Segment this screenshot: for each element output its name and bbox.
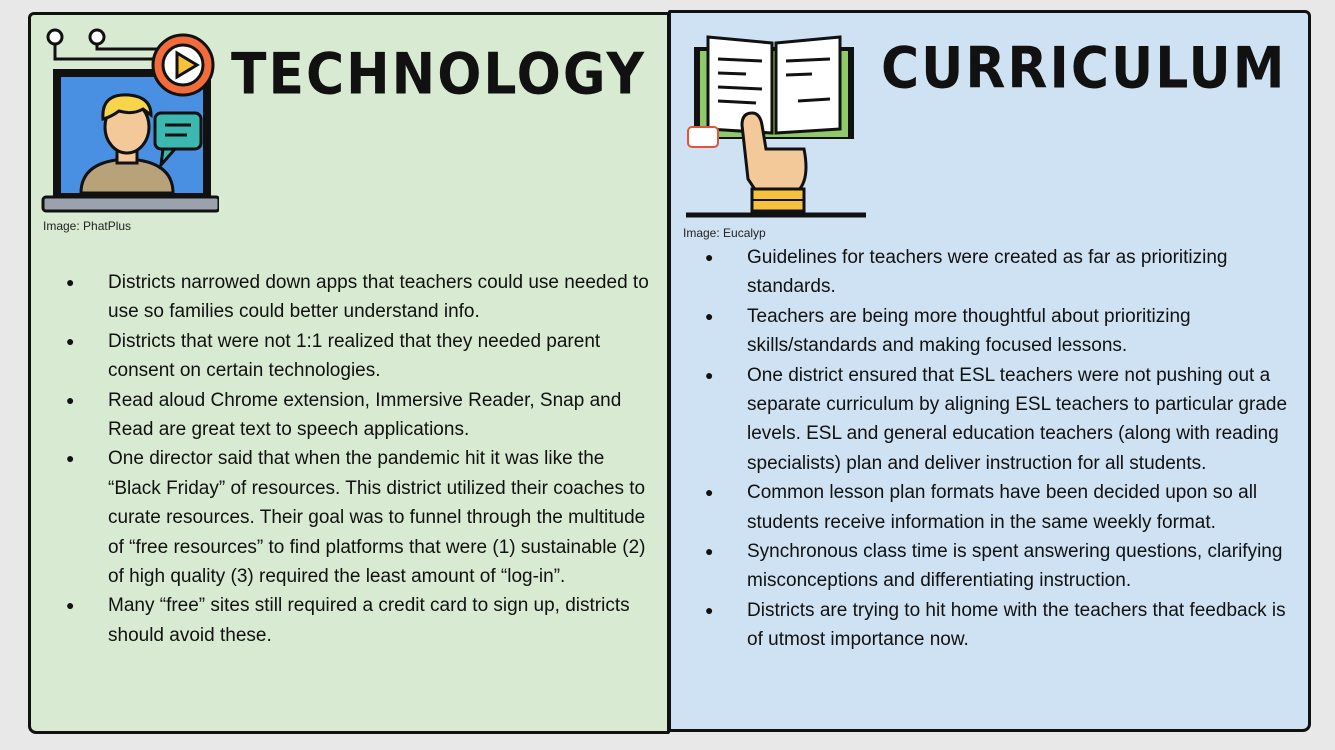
list-item: ● Read aloud Chrome extension, Immersive Reader, Snap and Read are great text to speech applications. (66, 386, 656, 445)
curriculum-title: CURRICULUM (881, 36, 1287, 102)
curriculum-bullet-list (705, 243, 1295, 655)
laptop-video-call-icon (39, 23, 219, 223)
list-item: ● Many “free” sites still required a credit card to sign up, districts should avoid these. (66, 591, 656, 650)
curriculum-panel (668, 10, 1311, 732)
list-item: ● Guidelines for teachers were created as far as prioritizing standards. (705, 243, 1295, 302)
list-item: ● One district ensured that ESL teachers were not pushing out a separate curriculum by aligning ESL teachers to particular grade levels. ESL and general education teachers (along with reading specialists) plan and deliver instruction for all students. (705, 361, 1295, 479)
hand-holding-book-icon (686, 29, 866, 219)
list-item: ● Common lesson plan formats have been decided upon so all students receive information in the same weekly format. (705, 478, 1295, 537)
technology-bullet-list (66, 268, 656, 650)
curriculum-image-credit: Image: Eucalyp (683, 226, 766, 240)
technology-panel (28, 12, 670, 734)
list-item: ● Districts that were not 1:1 realized that they needed parent consent on certain technologies. (66, 327, 656, 386)
list-item: ● Districts narrowed down apps that teachers could use needed to use so families could better understand info. (66, 268, 656, 327)
list-item: ● Districts are trying to hit home with the teachers that feedback is of utmost importance now. (705, 596, 1295, 655)
list-item: ● Synchronous class time is spent answering questions, clarifying misconceptions and differentiating instruction. (705, 537, 1295, 596)
list-item: ● Teachers are being more thoughtful about prioritizing skills/standards and making focused lessons. (705, 302, 1295, 361)
technology-title: TECHNOLOGY (231, 42, 647, 108)
technology-image-credit: Image: PhatPlus (43, 219, 132, 233)
list-item: ● One director said that when the pandemic hit it was like the “Black Friday” of resources. This district utilized their coaches to curate resources. Their goal was to funnel through the multitude of “free resources” to find platforms that were (1) sustainable (2) of high quality (3) required the least amount of “log-in”. (66, 444, 656, 591)
